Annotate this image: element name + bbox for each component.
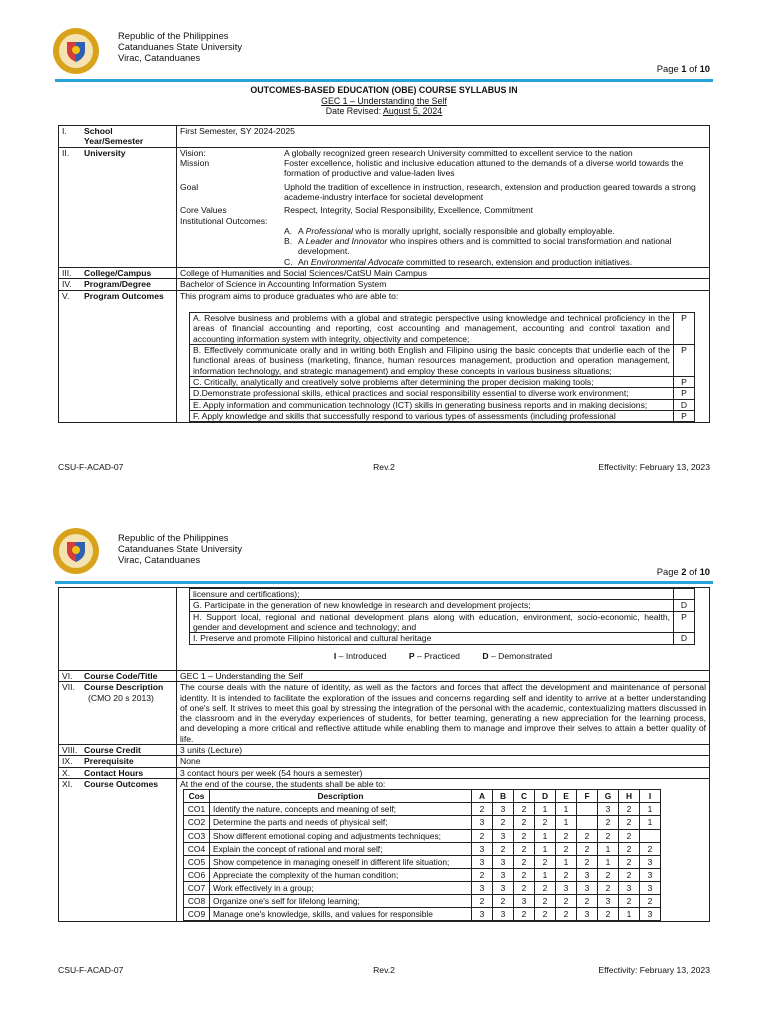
table-row [184, 855, 661, 868]
list-item: E. Apply information and communication technology (ICT) skills in generating business reports and in making decisions; D [190, 399, 695, 410]
co-mapping-cell: 3 [493, 908, 514, 921]
co-mapping-cell: 2 [472, 894, 493, 907]
row-course-code: VI. Course Code/Title GEC 1 – Understanding the Self [59, 670, 710, 681]
co-mapping-cell: 2 [514, 855, 535, 868]
co-mapping-cell: 3 [514, 894, 535, 907]
co-mapping-cell: 3 [640, 868, 661, 881]
co-mapping-cell: 2 [619, 855, 640, 868]
goal: Goal Uphold the tradition of excellence in instruction, research, extension and production geared towards a strong academe-industry interface for societal development [180, 181, 696, 202]
co-mapping-cell: 3 [556, 881, 577, 894]
co-code: CO1 [184, 803, 210, 816]
co-mapping-cell: 2 [640, 894, 661, 907]
table-row [184, 842, 661, 855]
row-college: III. College/Campus College of Humanities and Social Sciences/CatSU Main Campus [59, 268, 710, 279]
row-contact-hours: X. Contact Hours 3 contact hours per week (54 hours a semester) [59, 767, 710, 778]
co-mapping-cell: 2 [472, 803, 493, 816]
program-outcomes-table-continued [189, 588, 695, 645]
co-description: Organize one's self for lifelong learning; [210, 894, 472, 907]
co-mapping-cell: 1 [535, 829, 556, 842]
co-mapping-cell: 2 [514, 803, 535, 816]
co-mapping-cell: 1 [619, 908, 640, 921]
page-number: Page 1 of 10 [656, 63, 710, 74]
letterhead [118, 30, 242, 63]
co-mapping-cell: 2 [556, 908, 577, 921]
university-seal-icon [52, 527, 100, 575]
co-mapping-cell: 2 [577, 829, 598, 842]
co-mapping-cell: 2 [619, 829, 640, 842]
vision: Vision: A globally recognized green research University committed to excellent service to the nation [180, 147, 633, 158]
syllabus-title [55, 85, 713, 117]
co-mapping-cell: 3 [577, 868, 598, 881]
letterhead-line-3: Virac, Catanduanes [118, 52, 201, 63]
co-table-header: Cos Description A B C D E F G H I [184, 790, 661, 803]
co-mapping-cell: 2 [619, 803, 640, 816]
program-value: Bachelor of Science in Accounting Information System [177, 279, 710, 290]
revision: Rev.2 [373, 965, 395, 975]
co-description: Appreciate the complexity of the human condition; [210, 868, 472, 881]
header-rule [55, 581, 713, 584]
outcome-legend: I – Introduced P – Practiced D – Demonstrated [333, 650, 553, 661]
co-mapping-cell: 3 [493, 855, 514, 868]
table-row [184, 908, 661, 921]
letterhead-line-1: Republic of the Philippines [118, 532, 229, 543]
list-item: C. Critically, analytically and creatively solve problems after determining the proper decision making tools; P [190, 376, 695, 387]
co-mapping-cell: 1 [640, 816, 661, 829]
co-mapping-cell: 3 [577, 881, 598, 894]
school-year-value: First Semester, SY 2024-2025 [177, 126, 710, 148]
course-credit-value: 3 units (Lecture) [177, 745, 710, 756]
co-mapping-cell: 2 [556, 894, 577, 907]
co-mapping-cell [577, 816, 598, 829]
course-description-value: The course deals with the nature of identity, as well as the factors and forces that affect the development and maintenance of personal identity. It is intended to facilitate the exploration of the issues and concerns regarding self and identity to arrive at a better understanding of one's self. It strives to meet this goal by stressing the integration of the personal with the academic, contextualizing matters discussed in the classroom and in the everyday experiences of students, for better teaming, generating a new appreciation for the learning process, and developing a more critical and reflective attitude while enabling them to manage and improve their selves to attain a better quality of life. [177, 682, 710, 745]
co-mapping-cell: 1 [535, 868, 556, 881]
course-code-value: GEC 1 – Understanding the Self [177, 670, 710, 681]
course-outcomes-table [183, 789, 661, 921]
page-2 [0, 505, 768, 1024]
revision: Rev.2 [373, 462, 395, 472]
co-mapping-cell: 3 [472, 816, 493, 829]
effectivity: Effectivity: February 13, 2023 [598, 965, 710, 975]
co-mapping-cell: 1 [598, 855, 619, 868]
college-value: College of Humanities and Social Sciences/CatSU Main Campus [177, 268, 710, 279]
table-row [184, 894, 661, 907]
co-description: Show different emotional coping and adjustments techniques; [210, 829, 472, 842]
university-seal-icon [52, 27, 100, 75]
institutional-outcomes-list [180, 226, 706, 267]
co-mapping-cell: 2 [619, 868, 640, 881]
letterhead-line-1: Republic of the Philippines [118, 30, 229, 41]
co-mapping-cell: 2 [493, 894, 514, 907]
course-outcomes-intro: At the end of the course, the students shall be able to: [180, 779, 386, 789]
letterhead [118, 532, 242, 565]
table-row [184, 868, 661, 881]
co-mapping-cell: 3 [472, 908, 493, 921]
mission: Mission Foster excellence, holistic and inclusive education attuned to the demands of a diverse world towards the formation of productive and value-laden lives [180, 157, 684, 179]
letterhead-line-2: Catanduanes State University [118, 41, 243, 52]
co-mapping-cell: 2 [535, 855, 556, 868]
co-mapping-cell: 3 [598, 894, 619, 907]
co-mapping-cell: 2 [514, 842, 535, 855]
co-mapping-cell: 3 [493, 881, 514, 894]
list-item: F. Apply knowledge and skills that successfully respond to various types of assessments (including professional P [190, 410, 695, 421]
co-code: CO9 [184, 908, 210, 921]
co-mapping-cell: 3 [493, 868, 514, 881]
co-mapping-cell: 3 [598, 803, 619, 816]
co-code: CO4 [184, 842, 210, 855]
institutional-outcomes-label: Institutional Outcomes: [180, 215, 268, 226]
co-mapping-cell: 2 [577, 855, 598, 868]
core-values: Core Values Respect, Integrity, Social Responsibility, Excellence, Commitment [180, 205, 533, 216]
co-mapping-cell: 1 [535, 803, 556, 816]
co-code: CO7 [184, 881, 210, 894]
co-mapping-cell [640, 829, 661, 842]
co-mapping-cell: 1 [598, 842, 619, 855]
list-item: D.Demonstrate professional skills, ethical practices and social responsibility essential to diverse work environment; P [190, 388, 695, 399]
co-mapping-cell: 2 [535, 894, 556, 907]
co-code: CO5 [184, 855, 210, 868]
contact-hours-value: 3 contact hours per week (54 hours a semester) [177, 767, 710, 778]
row-program-outcomes-continued [59, 588, 710, 671]
co-mapping-cell: 2 [577, 894, 598, 907]
co-code: CO3 [184, 829, 210, 842]
row-university: II. University Vision: A globally recognized green research University committed to excellent service to the nation Mission Foster excellence, holistic and inclusive education attuned to the demands of a diverse world towards the formation of productive and value-laden lives Goal Uphold the tradition of excellence in instruction, research, extension and production geared towards a strong academe-industry interface for societal development Core Values Respect, Integrity, Social Responsibility, Excellence, Commitment Institutional Outcomes: A. A Professional who is morally upright, socially responsible and globally employable. B. A Leader and Innovator who inspires others and is committed to social transformation and national development. C. An Environmental Advocate committed to research, extension and production initiatives. [59, 147, 710, 267]
co-description: Work effectively in a group; [210, 881, 472, 894]
list-item: licensure and certifications); [190, 589, 695, 600]
co-mapping-cell: 1 [556, 816, 577, 829]
co-mapping-cell: 2 [598, 881, 619, 894]
co-mapping-cell: 3 [472, 842, 493, 855]
table-row [184, 816, 661, 829]
co-mapping-cell: 1 [556, 855, 577, 868]
table-row [184, 803, 661, 816]
title-line-1: OUTCOMES-BASED EDUCATION (OBE) COURSE SYLLABUS IN [250, 85, 518, 95]
co-code: CO6 [184, 868, 210, 881]
co-mapping-cell: 2 [619, 894, 640, 907]
co-description: Show competence in managing oneself in different life situation; [210, 855, 472, 868]
co-mapping-cell: 2 [472, 868, 493, 881]
co-description: Determine the parts and needs of physical self; [210, 816, 472, 829]
revised-label: Date Revised: [325, 106, 382, 116]
co-mapping-cell: 2 [514, 816, 535, 829]
co-mapping-cell: 2 [514, 881, 535, 894]
row-course-credit: VIII. Course Credit 3 units (Lecture) [59, 745, 710, 756]
form-code: CSU-F-ACAD-07 [58, 462, 124, 472]
co-mapping-cell: 2 [493, 816, 514, 829]
co-mapping-cell: 2 [535, 881, 556, 894]
list-item: B. Effectively communicate orally and in writing both English and Filipino using the basic concepts that underlie each of the functional areas of business (marketing, finance, human resources management, production and operation management, information technology, and strategic management) and employ these concepts in various business situations; P [190, 344, 695, 376]
co-mapping-cell: 3 [493, 829, 514, 842]
co-mapping-cell: 1 [535, 842, 556, 855]
co-mapping-cell: 2 [556, 842, 577, 855]
co-mapping-cell: 2 [577, 842, 598, 855]
co-mapping-cell: 2 [535, 908, 556, 921]
table-row [184, 829, 661, 842]
program-outcomes-intro: This program aims to produce graduates who are able to: [180, 290, 399, 301]
prerequisite-value: None [177, 756, 710, 767]
list-item: G. Participate in the generation of new knowledge in research and development projects; D [190, 600, 695, 611]
title-line-2: GEC 1 – Understanding the Self [321, 95, 447, 106]
co-mapping-cell: 3 [619, 881, 640, 894]
co-mapping-cell: 2 [640, 842, 661, 855]
co-mapping-cell: 2 [493, 842, 514, 855]
co-mapping-cell: 2 [598, 868, 619, 881]
page-number: Page 2 of 10 [656, 566, 710, 577]
co-mapping-cell: 2 [556, 868, 577, 881]
co-mapping-cell: 3 [472, 855, 493, 868]
co-mapping-cell: 3 [577, 908, 598, 921]
list-item: I. Preserve and promote Filipino historical and cultural heritage D [190, 633, 695, 644]
co-description: Explain the concept of rational and moral self; [210, 842, 472, 855]
list-item: H. Support local, regional and national development plans along with education, environment, socio-economic, health, gender and development and science and technology; and P [190, 611, 695, 633]
letterhead-line-2: Catanduanes State University [118, 543, 243, 554]
page-1-footer [58, 462, 710, 472]
co-mapping-cell [577, 803, 598, 816]
co-mapping-cell: 2 [556, 829, 577, 842]
co-table-body [184, 803, 661, 921]
co-code: CO2 [184, 816, 210, 829]
list-item: A. Resolve business and problems with a global and strategic perspective using knowledge and technical proficiency in the areas of financial accounting and reporting, cost accounting and management, accounting and control taxation and accounting information system with integrity, objectivity and competence; P [190, 313, 695, 345]
co-mapping-cell: 3 [472, 881, 493, 894]
co-mapping-cell: 1 [640, 803, 661, 816]
revised-date: August 5, 2024 [383, 106, 443, 116]
page-2-footer [58, 965, 710, 975]
effectivity: Effectivity: February 13, 2023 [598, 462, 710, 472]
co-mapping-cell: 2 [514, 829, 535, 842]
header-rule [55, 79, 713, 82]
co-mapping-cell: 3 [640, 908, 661, 921]
row-course-outcomes: XI. Course Outcomes At the end of the course, the students shall be able to: Cos Description A B C D E F G H I CO1 Identify the nature, concepts and meaning of self; 2 3 2 1 1 3 2 1 CO2 Determine the parts and needs of physical self; 3 2 2 2 1 2 2 1 CO3 Show different emotional coping and adjustments techniques; 2 3 2 1 2 2 2 2 CO4 Explain the concept of rational and moral self; 3 2 2 1 2 2 1 2 2 CO5 Show competence in managing oneself in different life situation; 3 3 2 2 1 2 1 2 3 CO6 Appreciate the complexity of the human condition; 2 3 2 1 2 3 2 2 3 CO7 Work effectively in a group; 3 3 2 2 3 3 2 3 3 CO8 Organize one's self for lifelong learning; 2 2 3 2 2 2 3 2 2 CO9 Manage one's knowledge, skills, and values for responsible 3 3 2 2 2 3 2 1 3 [59, 779, 710, 922]
institutional-outcome-a: A. A Professional who is morally upright, socially responsible and globally employable. [284, 225, 615, 236]
row-program: IV. Program/Degree Bachelor of Science in Accounting Information System [59, 279, 710, 290]
row-prerequisite: IX. Prerequisite None [59, 756, 710, 767]
co-mapping-cell: 3 [640, 855, 661, 868]
co-mapping-cell: 2 [598, 816, 619, 829]
syllabus-table-page-2 [58, 587, 710, 922]
syllabus-table-page-1 [58, 125, 710, 423]
co-mapping-cell: 2 [598, 908, 619, 921]
co-mapping-cell: 2 [514, 908, 535, 921]
co-mapping-cell: 2 [619, 842, 640, 855]
letterhead-line-3: Virac, Catanduanes [118, 554, 201, 565]
co-mapping-cell: 2 [472, 829, 493, 842]
co-mapping-cell: 3 [640, 881, 661, 894]
program-outcomes-table [189, 312, 695, 422]
co-mapping-cell: 2 [619, 816, 640, 829]
row-program-outcomes: V. Program Outcomes This program aims to produce graduates who are able to: A. Resolve business and problems with a global and strategic perspective using knowledge and technical proficiency in the areas of financial accounting and reporting, cost accounting and management, accounting and control taxation and accounting information system with integrity, objectivity and competence; P B. Effectively communicate orally and in writing both English and Filipino using the basic concepts that underlie each of the functional areas of business (marketing, finance, human resources management, production and operation management, information technology, and strategic management) and employ these concepts in various business situations; P C. Critically, analytically and creatively solve problems after determining the proper decision making tools; P D.Demonstrate professional skills, ethical practices and social responsibility essential to diverse work environment; P E. Apply information and communication technology (ICT) skills in generating business reports and in making decisions; D F. Apply knowledge and skills that successfully respond to various types of assessments (including professional P [59, 290, 710, 422]
row-course-description: VII. Course Description (CMO 20 s 2013) The course deals with the nature of identity, as well as the factors and forces that affect the development and maintenance of personal identity. It is intended to facilitate the exploration of the issues and concerns regarding self and identity to arrive at a better understanding of one's self. It strives to meet this goal by stressing the integration of the personal with the academic, contextualizing matters discussed in the classroom and in the everyday experiences of students, for better teaming, generating a new appreciation for the learning process, and developing a more critical and reflective attitude while enabling them to manage and improve their selves to attain a better quality of life. [59, 682, 710, 745]
institutional-outcome-b: B. A Leader and Innovator who inspires others and is committed to social transformation and national development. [284, 236, 672, 257]
co-mapping-cell: 3 [493, 803, 514, 816]
table-row [184, 881, 661, 894]
co-mapping-cell: 2 [514, 868, 535, 881]
co-code: CO8 [184, 894, 210, 907]
institutional-outcome-c: C. An Environmental Advocate committed to research, extension and production initiatives. [284, 256, 633, 267]
page-1 [0, 0, 768, 490]
row-school-year: I. School Year/Semester First Semester, SY 2024-2025 [59, 126, 710, 148]
co-mapping-cell: 2 [535, 816, 556, 829]
co-mapping-cell: 2 [598, 829, 619, 842]
co-mapping-cell: 1 [556, 803, 577, 816]
form-code: CSU-F-ACAD-07 [58, 965, 124, 975]
co-description: Identify the nature, concepts and meaning of self; [210, 803, 472, 816]
co-description: Manage one's knowledge, skills, and values for responsible [210, 908, 472, 921]
